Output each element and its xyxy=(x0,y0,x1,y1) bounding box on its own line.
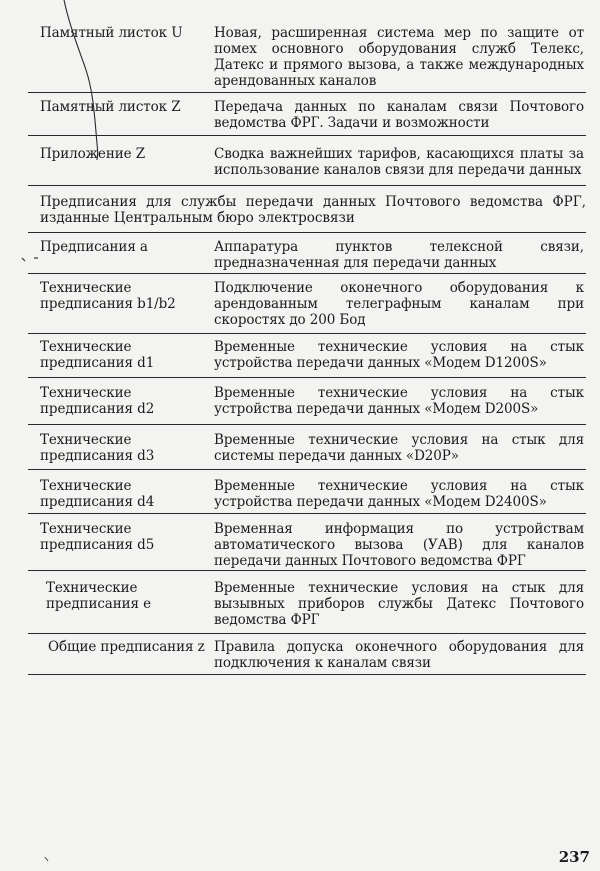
section-heading: Предписания для службы передачи данных Почтового ведомства ФРГ, изданные Центральным бюро электросвязи xyxy=(40,194,586,226)
document-description-cell: Временные технические условия на стык устройства передачи данных «Модем D2400S» xyxy=(214,478,584,510)
document-description-cell: Временная информация по устройствам автоматического вызова (УАВ) для каналов передачи данных Почтового ведомства ФРГ xyxy=(214,521,584,569)
document-description-cell: Аппаратура пунктов телексной связи, предназначенная для передачи данных xyxy=(214,239,584,271)
document-description-cell: Временные технические условия на стык устройства передачи данных «Модем D1200S» xyxy=(214,339,584,371)
document-title-cell: Технические предписания d2 xyxy=(40,385,155,417)
document-description-cell: Новая, расширенная система мер по защите от помех основного оборудования служб Телекс, Датекс и прямого вызова, а также международных арендованных каналов xyxy=(214,25,584,89)
document-description-cell: Подключение оконечного оборудования к арендованным телеграфным каналам при скоростях до 200 Бод xyxy=(214,280,584,328)
document-title-cell: Технические предписания е xyxy=(46,580,152,612)
document-title-cell: Приложение Z xyxy=(40,146,145,162)
document-description-cell: Временные технические условия на стык для вызывных приборов службы Датекс Почтового ведомства ФРГ xyxy=(214,580,584,628)
document-title-cell: Памятный листок Z xyxy=(40,99,181,115)
page-number: 237 xyxy=(558,848,590,866)
document-description-cell: Правила допуска оконечного оборудования для подключения к каналам связи xyxy=(214,639,584,671)
document-description-cell: Передача данных по каналам связи Почтового ведомства ФРГ. Задачи и возможности xyxy=(214,99,584,131)
document-description-cell: Сводка важнейших тарифов, касающихся платы за использование каналов связи для передачи данных xyxy=(214,146,584,178)
document-title-cell: Технические предписания d3 xyxy=(40,432,155,464)
document-title-cell: Технические предписания d5 xyxy=(40,521,155,553)
document-title-cell: Общие предписания z xyxy=(48,639,205,655)
document-description-cell: Временные технические условия на стык устройства передачи данных «Модем D200S» xyxy=(214,385,584,417)
document-title-cell: Технические предписания d1 xyxy=(40,339,155,371)
document-title-cell: Памятный листок U xyxy=(40,25,183,41)
document-title-cell: Технические предписания b1/b2 xyxy=(40,280,176,312)
document-title-cell: Предписания а xyxy=(40,239,148,255)
document-description-cell: Временные технические условия на стык для системы передачи данных «D20P» xyxy=(214,432,584,464)
document-title-cell: Технические предписания d4 xyxy=(40,478,155,510)
